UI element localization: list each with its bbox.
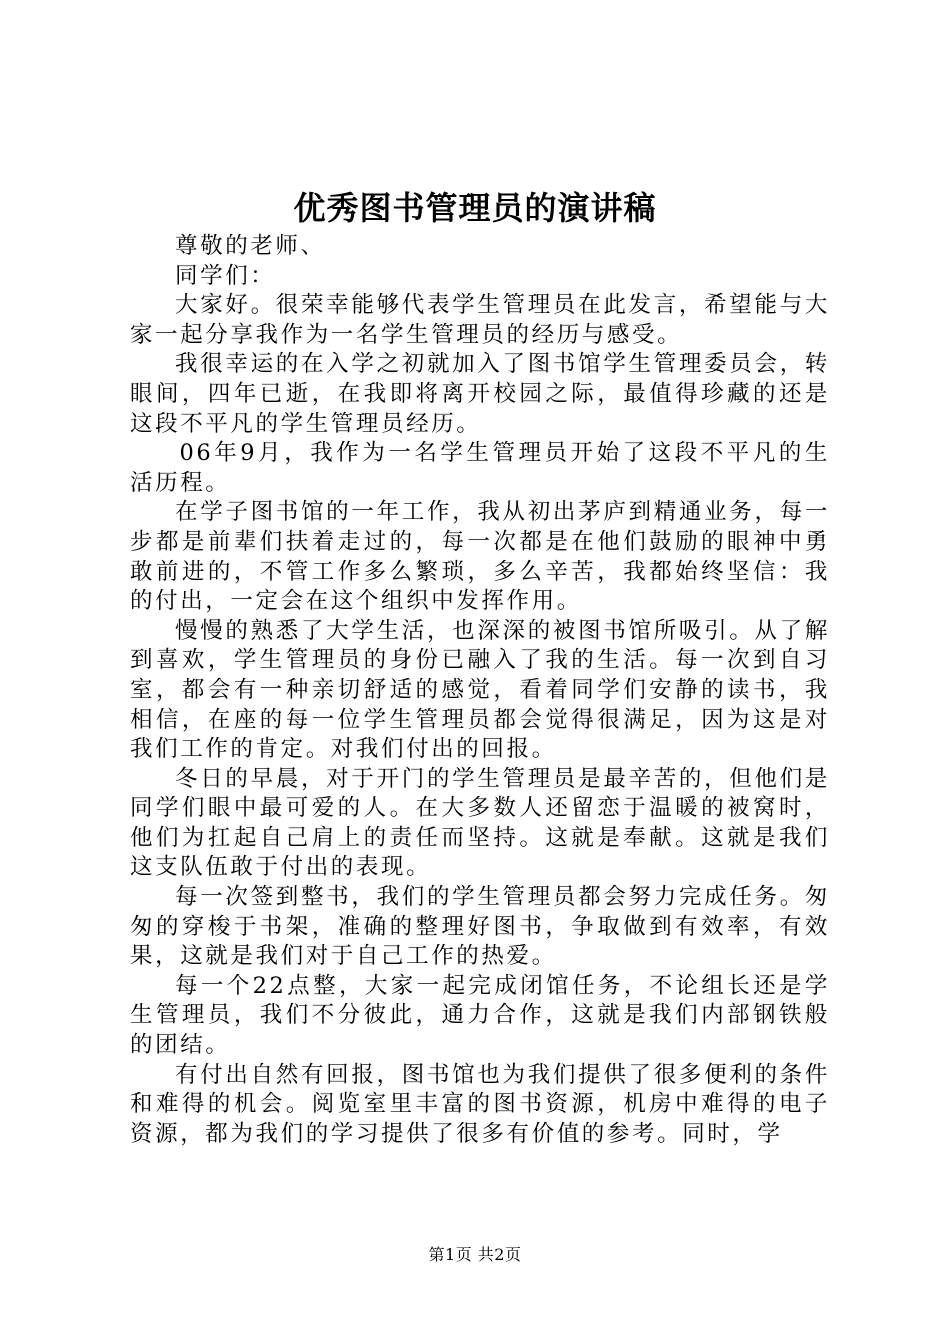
paragraph-book-sorting: 每一次签到整书，我们的学生管理员都会努力完成任务。匆匆的穿梭于书架，准确的整理好图书，争取做到有效率，有效果，这就是我们对于自己工作的热爱。	[130, 884, 830, 970]
document-body	[130, 232, 830, 1149]
document-title: 优秀图书管理员的演讲稿	[293, 189, 657, 227]
paragraph-start-date: 06年9月，我作为一名学生管理员开始了这段不平凡的生活历程。	[130, 440, 830, 496]
salutation-line-2: 同学们：	[175, 262, 276, 289]
paragraph-familiarity: 慢慢的熟悉了大学生活，也深深的被图书馆所吸引。从了解到喜欢，学生管理员的身份已融入了我的生活。每一次到自习室，都会有一种亲切舒适的感觉，看着同学们安静的读书，我相信，在座的每一位学生管理员都会觉得很满足，因为这是对我们工作的肯定。对我们付出的回报。	[130, 617, 830, 763]
paragraph-closing-time: 每一个22点整，大家一起完成闭馆任务，不论组长还是学生管理员，我们不分彼此，通力合作，这就是我们内部钢铁般的团结。	[130, 972, 830, 1059]
paragraph-rewards: 有付出自然有回报，图书馆也为我们提供了很多便利的条件和难得的机会。阅览室里丰富的图书资源，机房中难得的电子资源，都为我们的学习提供了很多有价值的参考。同时，学	[130, 1061, 830, 1147]
paragraph-greeting: 大家好。很荣幸能够代表学生管理员在此发言，希望能与大家一起分享我作为一名学生管理员的经历与感受。	[130, 292, 830, 348]
salutation-line-1: 尊敬的老师、	[175, 233, 326, 259]
paragraph-first-year: 在学子图书馆的一年工作，我从初出茅庐到精通业务，每一步都是前辈们扶着走过的，每一次都是在他们鼓励的眼神中勇敢前进的，不管工作多么繁琐，多么辛苦，我都始终坚信：我的付出，一定会在这个组织中发挥作用。	[130, 499, 830, 615]
paragraph-winter-morning: 冬日的早晨，对于开门的学生管理员是最辛苦的，但他们是同学们眼中最可爱的人。在大多数人还留恋于温暖的被窝时，他们为扛起自己肩上的责任而坚持。这就是奉献。这就是我们这支队伍敢于付出的表现。	[130, 765, 830, 881]
page-number-footer: 第1页 共2页	[428, 1245, 522, 1264]
paragraph-joining: 我很幸运的在入学之初就加入了图书馆学生管理委员会，转眼间，四年已逝，在我即将离开校园之际，最值得珍藏的还是这段不平凡的学生管理员经历。	[130, 351, 830, 437]
